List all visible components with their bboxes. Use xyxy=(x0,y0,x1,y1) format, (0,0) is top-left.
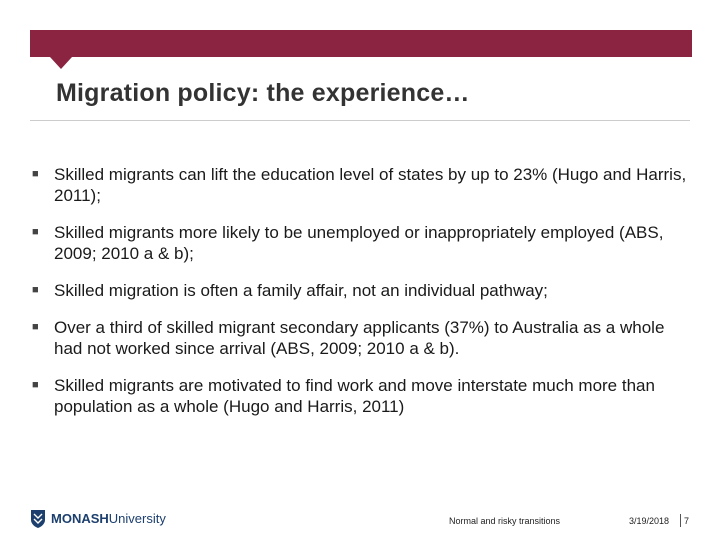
footer-date: 3/19/2018 xyxy=(629,516,670,526)
title-divider xyxy=(30,120,690,121)
bullet-square-icon: ■ xyxy=(32,226,39,238)
bullet-square-icon: ■ xyxy=(32,284,39,296)
bullet-text: Skilled migrants are motivated to find work and move interstate much more than population as a whole (Hugo and Harris, 2011) xyxy=(54,376,655,416)
bullet-text: Skilled migration is often a family affair, not an individual pathway; xyxy=(54,281,548,300)
bullet-list xyxy=(32,164,692,433)
bullet-item xyxy=(32,317,692,359)
header-band xyxy=(30,30,692,57)
bullet-item xyxy=(32,164,692,206)
bullet-item xyxy=(32,280,692,301)
logo-suffix: University xyxy=(108,511,166,526)
page-number: 7 xyxy=(684,516,690,526)
monash-shield-icon xyxy=(30,509,46,529)
slide-title: Migration policy: the experience… xyxy=(56,79,470,107)
footer-divider xyxy=(680,514,681,527)
bullet-item xyxy=(32,375,692,417)
header-notch xyxy=(50,57,72,69)
bullet-text: Skilled migrants more likely to be unemployed or inappropriately employed (ABS, 2009; 2010 a & b); xyxy=(54,223,664,263)
monash-logo xyxy=(30,508,166,530)
bullet-text: Over a third of skilled migrant secondary applicants (37%) to Australia as a whole had not worked since arrival (ABS, 2009; 2010 a & b). xyxy=(54,318,665,358)
bullet-square-icon: ■ xyxy=(32,321,39,333)
bullet-text: Skilled migrants can lift the education level of states by up to 23% (Hugo and Harris, 2011); xyxy=(54,165,687,205)
logo-brand: MONASH xyxy=(51,511,109,526)
bullet-square-icon: ■ xyxy=(32,168,39,180)
footer-presentation-title: Normal and risky transitions xyxy=(449,516,561,526)
logo-wordmark xyxy=(51,512,166,526)
bullet-square-icon: ■ xyxy=(32,379,39,391)
bullet-item xyxy=(32,222,692,264)
